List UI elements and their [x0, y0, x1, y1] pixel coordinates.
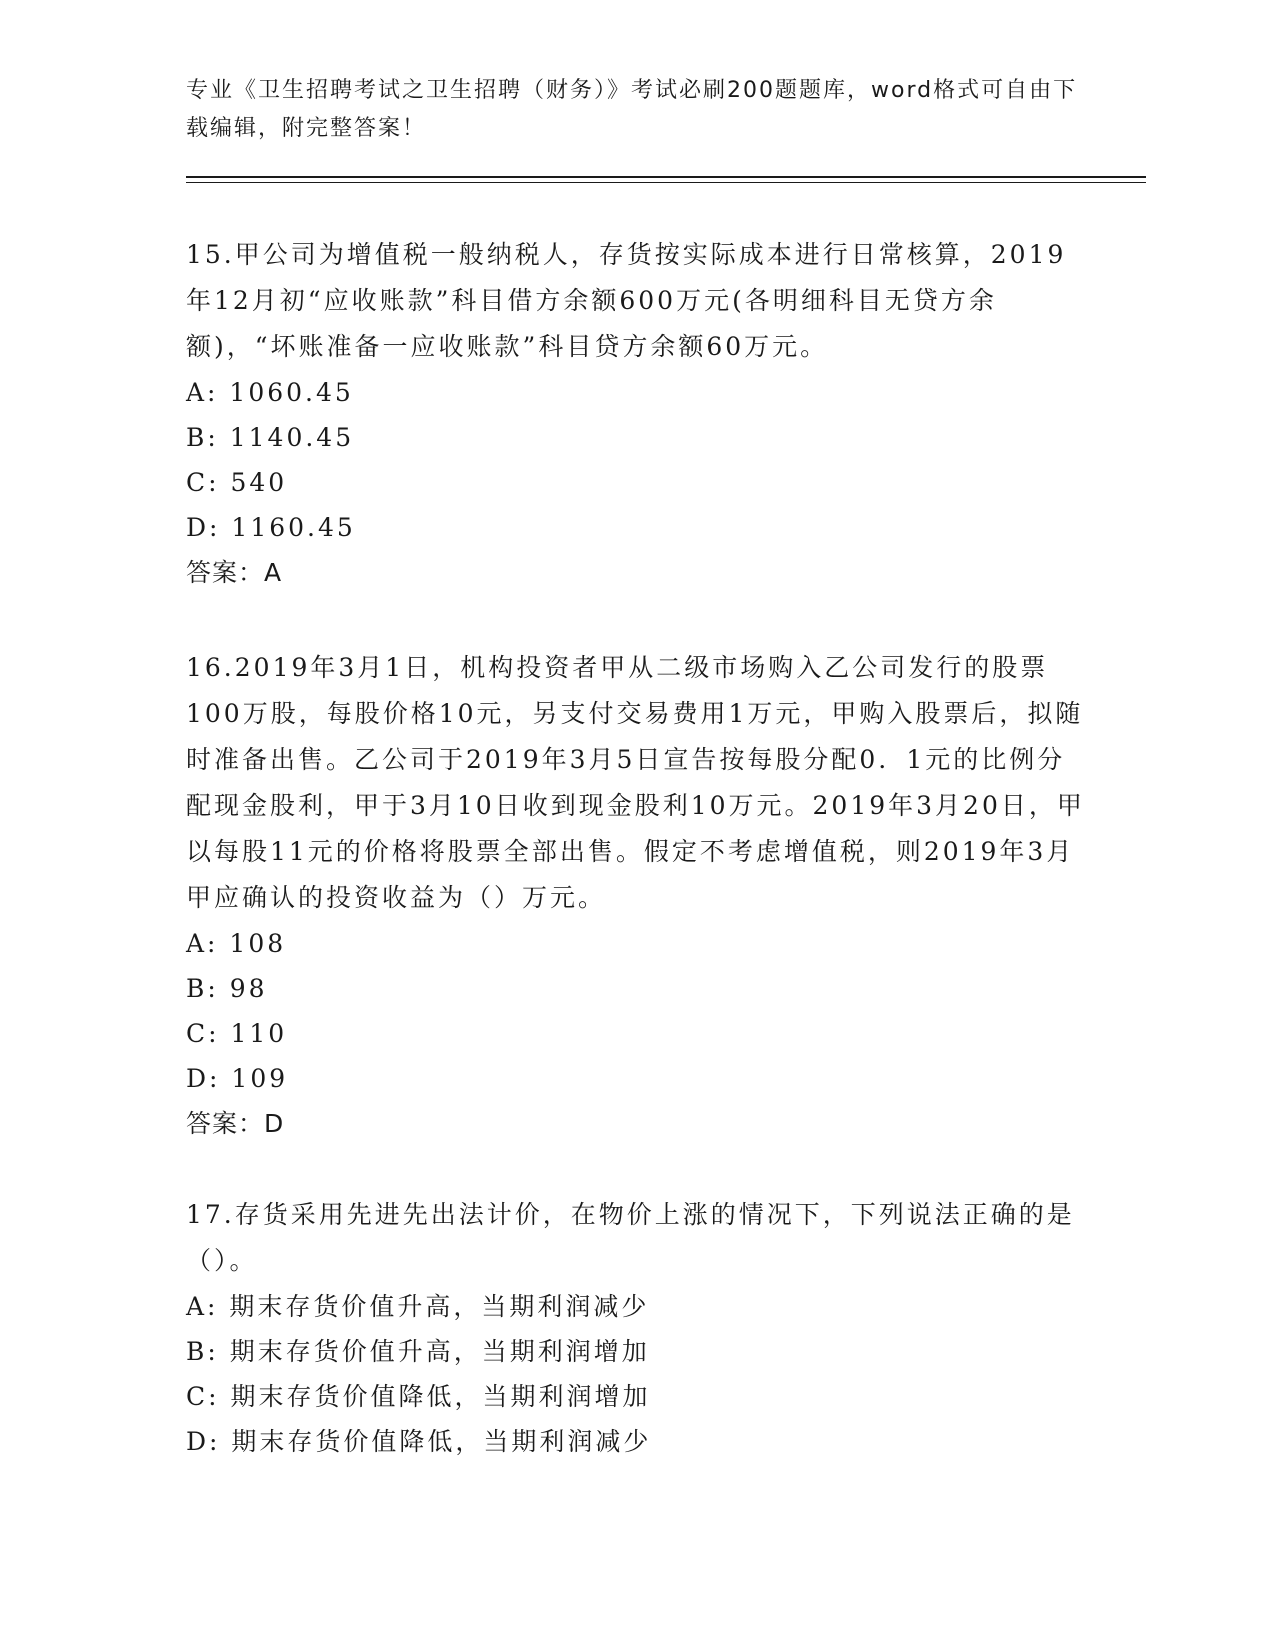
option-c: C: 540	[186, 468, 288, 497]
question-15	[186, 232, 1086, 596]
question-16	[186, 645, 1086, 1147]
header-divider-thin	[186, 182, 1146, 183]
option-c: C: 期末存货价值降低，当期利润增加	[186, 1382, 651, 1411]
option-a: A: 期末存货价值升高，当期利润减少	[186, 1292, 650, 1321]
question-text: 17.存货采用先进先出法计价，在物价上涨的情况下，下列说法正确的是（）。	[186, 1200, 1075, 1275]
option-d: D: 期末存货价值降低，当期利润减少	[186, 1427, 652, 1456]
question-text: 16.2019年3月1日，机构投资者甲从二级市场购入乙公司发行的股票100万股，每股价格10元，另支付交易费用1万元，甲购入股票后，拟随时准备出售。乙公司于2019年3月5日宣告按每股分配0．1元的比例分配现金股利，甲于3月10日收到现金股利10万元。2019年3月20日，甲以每股11元的价格将股票全部出售。假定不考虑增值税，则2019年3月甲应确认的投资收益为（）万元。	[186, 653, 1085, 912]
option-a: A: 108	[186, 929, 287, 958]
header-divider-thick	[186, 176, 1146, 178]
option-b: B: 期末存货价值升高，当期利润增加	[186, 1337, 650, 1366]
option-d: D: 1160.45	[186, 513, 356, 542]
question-17	[186, 1192, 1086, 1464]
option-a: A: 1060.45	[186, 378, 354, 407]
answer: 答案：A	[186, 558, 283, 587]
option-d: D: 109	[186, 1064, 289, 1093]
answer: 答案：D	[186, 1109, 285, 1138]
option-b: B: 1140.45	[186, 423, 355, 452]
document-header: 专业《卫生招聘考试之卫生招聘（财务）》考试必刷200题题库，word格式可自由下载编辑，附完整答案！	[186, 78, 1078, 141]
option-b: B: 98	[186, 974, 268, 1003]
question-text: 15.甲公司为增值税一般纳税人，存货按实际成本进行日常核算，2019年12月初“应收账款”科目借方余额600万元(各明细科目无贷方余额)，“坏账准备一应收账款”科目贷方余额60万元。	[186, 240, 1067, 361]
option-c: C: 110	[186, 1019, 288, 1048]
